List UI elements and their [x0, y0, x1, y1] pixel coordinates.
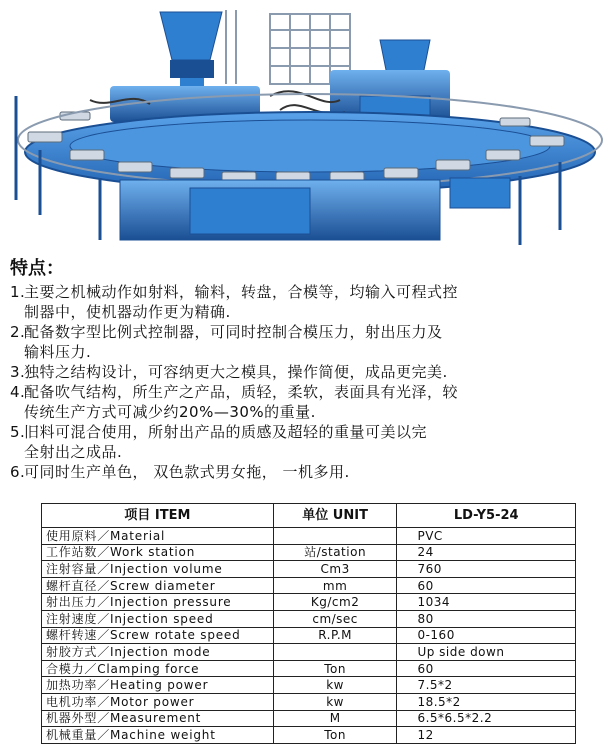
table-row: [42, 561, 576, 578]
row-value: 0-160: [397, 627, 576, 644]
feature-item: [10, 362, 600, 382]
row-value: 24: [397, 544, 576, 561]
feature-item: [10, 282, 600, 322]
row-value: 18.5*2: [397, 693, 576, 710]
table-row: [42, 594, 576, 611]
header-item: 项目 ITEM: [42, 504, 274, 528]
row-item: 射出压力／Injection pressure: [42, 594, 274, 611]
feature-number: 3.: [10, 363, 26, 381]
row-value: 60: [397, 660, 576, 677]
table-row: [42, 577, 576, 594]
table-row: [42, 627, 576, 644]
base-panel: [190, 188, 310, 234]
row-item: 电机功率／Motor power: [42, 693, 274, 710]
row-item: 注射容量／Injection volume: [42, 561, 274, 578]
motor-box: [450, 178, 510, 208]
feature-number: 5.: [10, 423, 26, 441]
row-value: 760: [397, 561, 576, 578]
row-item: 机器外型／Measurement: [42, 710, 274, 727]
table-row: [42, 544, 576, 561]
feature-number: 1.: [10, 283, 26, 301]
row-item: 螺杆直径／Screw diameter: [42, 577, 274, 594]
row-unit: [273, 644, 397, 661]
table-row: [42, 677, 576, 694]
row-unit: cm/sec: [273, 610, 397, 627]
row-item: 注射速度／Injection speed: [42, 610, 274, 627]
row-unit: Cm3: [273, 561, 397, 578]
row-unit: mm: [273, 577, 397, 594]
row-value: PVC: [397, 528, 576, 545]
table-row: [42, 660, 576, 677]
row-unit: [273, 528, 397, 545]
row-item: 螺杆转速／Screw rotate speed: [42, 627, 274, 644]
row-item: 加热功率／Heating power: [42, 677, 274, 694]
feature-item: [10, 422, 600, 462]
machine-illustration: [0, 0, 606, 255]
row-unit: kw: [273, 693, 397, 710]
table-row: [42, 693, 576, 710]
row-item: 合模力／Clamping force: [42, 660, 274, 677]
table-row: [42, 644, 576, 661]
row-unit: kw: [273, 677, 397, 694]
table-row: [42, 528, 576, 545]
header-unit: 单位 UNIT: [273, 504, 397, 528]
row-value: 1034: [397, 594, 576, 611]
feature-item: [10, 462, 600, 482]
feature-text-cont: 全射出之成品.: [24, 443, 123, 461]
left-hopper: [160, 12, 222, 98]
table-header-row: [42, 504, 576, 528]
row-item: 机械重量／Machine weight: [42, 727, 274, 744]
feature-text-cont: 制器中，使机器动作更为精确.: [24, 303, 231, 321]
feature-text-cont: 传统生产方式可减少约20%—30%的重量.: [24, 403, 316, 421]
feature-text: 配备吹气结构，所生产之产品，质轻，柔软，表面具有光泽，较: [24, 383, 459, 401]
row-value: 60: [397, 577, 576, 594]
features-title: 特点：: [10, 258, 64, 279]
row-value: 80: [397, 610, 576, 627]
feature-text: 可同时生产单色， 双色款式男女拖， 一机多用.: [24, 463, 350, 481]
row-value: 12: [397, 727, 576, 744]
row-value: 7.5*2: [397, 677, 576, 694]
feature-text: 主要之机械动作如射料，输料，转盘，合模等，均输入可程式控: [24, 283, 459, 301]
feature-text-cont: 输料压力.: [24, 343, 92, 361]
feature-text: 旧料可混合使用，所射出产品的质感及超轻的重量可美以完: [24, 423, 428, 441]
header-model: LD-Y5-24: [397, 504, 576, 528]
feature-text: 配备数字型比例式控制器，可同时控制合模压力，射出压力及: [24, 323, 443, 341]
spec-table: [41, 503, 576, 744]
row-unit: 站/station: [273, 544, 397, 561]
table-row: [42, 610, 576, 627]
row-unit: R.P.M: [273, 627, 397, 644]
row-item: 工作站数／Work station: [42, 544, 274, 561]
feature-text: 独特之结构设计，可容纳更大之模具，操作简便，成品更完美.: [24, 363, 448, 381]
table-row: [42, 710, 576, 727]
row-unit: Ton: [273, 660, 397, 677]
feature-number: 2.: [10, 323, 26, 341]
row-item: 使用原料／Material: [42, 528, 274, 545]
features-section: [10, 258, 600, 482]
row-value: Up side down: [397, 644, 576, 661]
feature-number: 4.: [10, 383, 26, 401]
row-unit: Ton: [273, 727, 397, 744]
row-value: 6.5*6.5*2.2: [397, 710, 576, 727]
feature-item: [10, 382, 600, 422]
feature-number: 6.: [10, 463, 26, 481]
table-row: [42, 727, 576, 744]
row-item: 射胶方式／Injection mode: [42, 644, 274, 661]
row-unit: M: [273, 710, 397, 727]
feature-item: [10, 322, 600, 362]
row-unit: Kg/cm2: [273, 594, 397, 611]
